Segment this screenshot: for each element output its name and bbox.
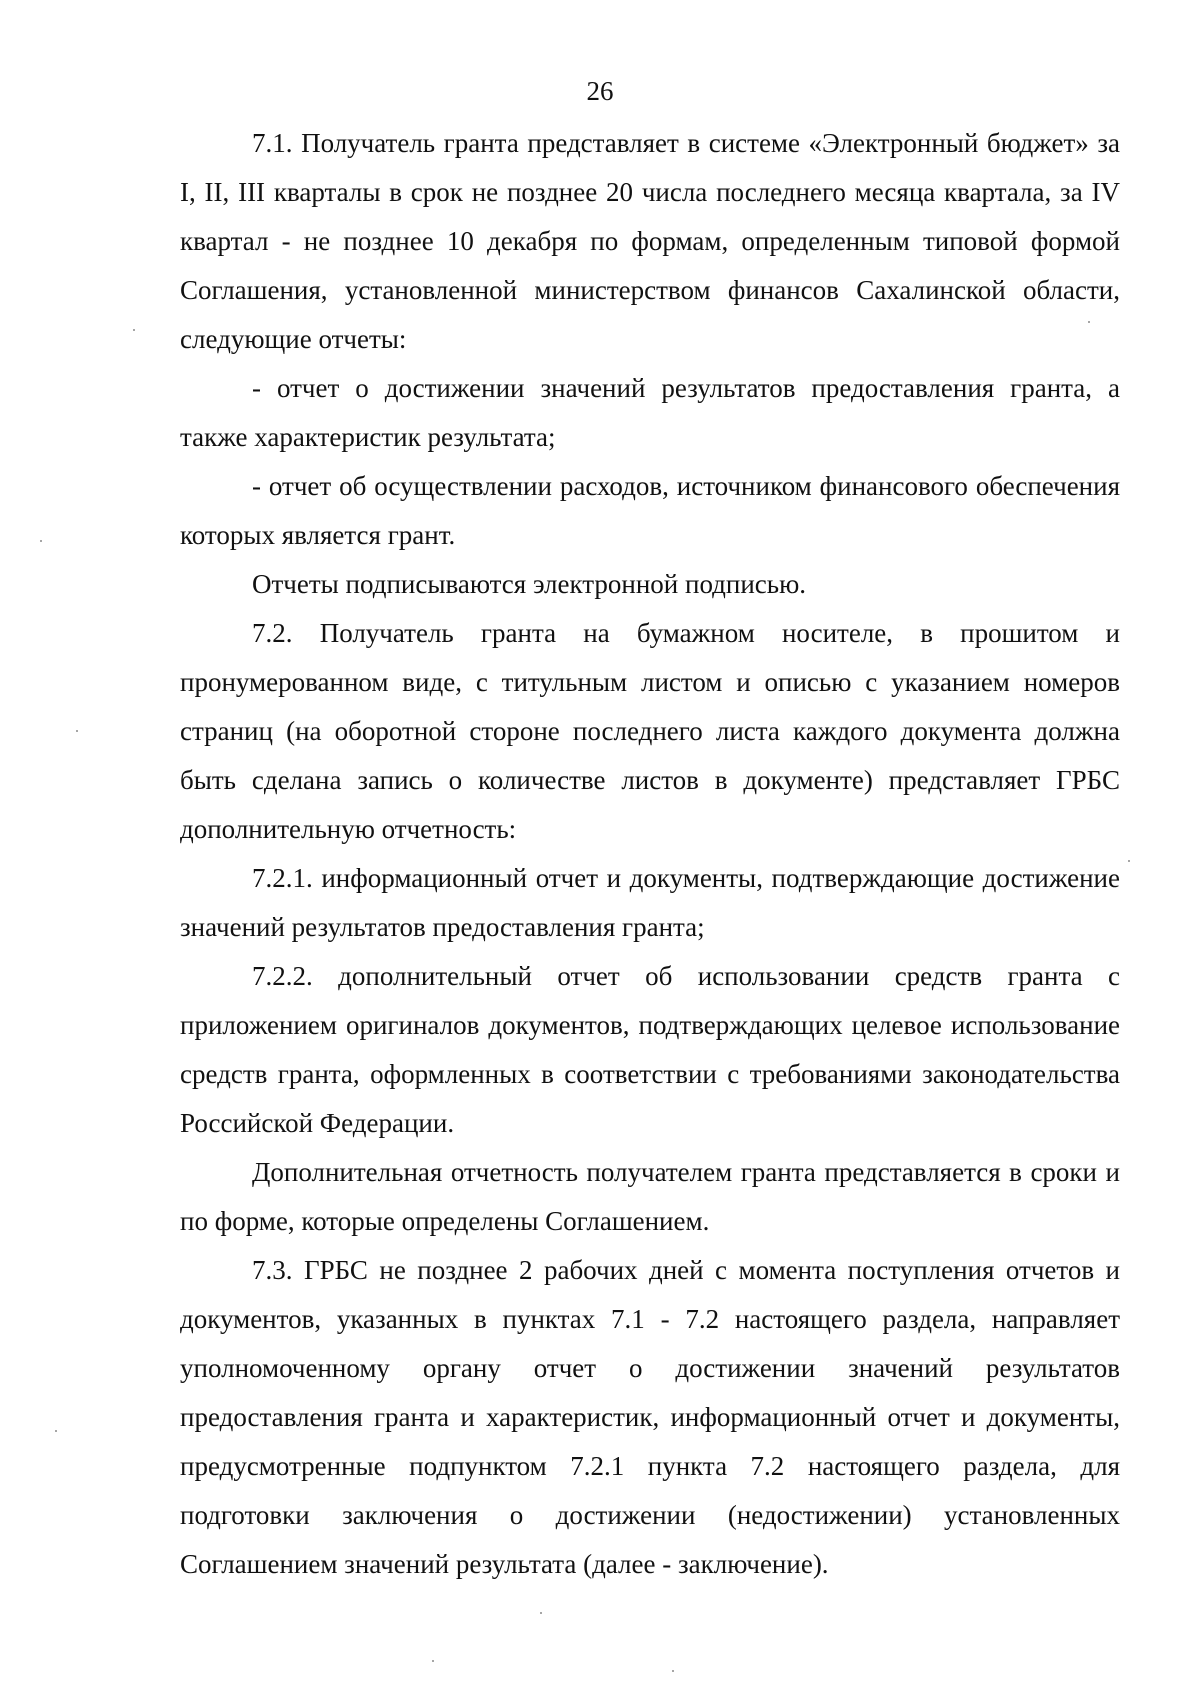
paragraph-7-2-1: 7.2.1. информационный отчет и документы, подтверждающие достижение значений результатов предоставления гранта; <box>180 863 1120 942</box>
scan-speck <box>40 540 42 542</box>
scan-speck <box>76 730 78 732</box>
paragraph-report-results: - отчет о достижении значений результатов предоставления гранта, а также характеристик результата; <box>180 373 1120 452</box>
scan-speck <box>1128 860 1130 862</box>
paragraph-additional-reporting: Дополнительная отчетность получателем гранта представляется в сроки и по форме, которые определены Соглашением. <box>180 1157 1120 1236</box>
scan-speck <box>672 1670 674 1672</box>
paragraph-report-expenses: - отчет об осуществлении расходов, источником финансового обеспечения которых является грант. <box>180 471 1120 550</box>
paragraph-7-3: 7.3. ГРБС не позднее 2 рабочих дней с момента поступления отчетов и документов, указанных в пунктах 7.1 - 7.2 настоящего раздела, направляет уполномоченному органу отчет о достижении значений результатов предоставления гранта и характеристик, информационный отчет и документы, предусмотренные подпунктом 7.2.1 пункта 7.2 настоящего раздела, для подготовки заключения о достижении (недостижении) установленных Соглашением значений результата (далее - заключение). <box>180 1255 1120 1579</box>
scan-speck <box>1088 321 1090 323</box>
paragraph-signature-note: Отчеты подписываются электронной подписью. <box>252 569 807 599</box>
paragraph-7-2-2: 7.2.2. дополнительный отчет об использовании средств гранта с приложением оригиналов документов, подтверждающих целевое использование средств гранта, оформленных в соответствии с требованиями законодательства Российской Федерации. <box>180 961 1120 1138</box>
page-number: 26 <box>586 76 614 106</box>
scan-speck <box>55 1430 57 1432</box>
paragraph-7-2: 7.2. Получатель гранта на бумажном носителе, в прошитом и пронумерованном виде, с титульным листом и описью с указанием номеров страниц (на оборотной стороне последнего листа каждого документа должна быть сделана запись о количестве листов в документе) представляет ГРБС дополнительную отчетность: <box>180 618 1120 844</box>
document-body <box>180 119 1120 1589</box>
scan-speck <box>432 1660 434 1662</box>
paragraph-7-1: 7.1. Получатель гранта представляет в системе «Электронный бюджет» за I, II, III кварталы в срок не позднее 20 числа последнего месяца квартала, за IV квартал - не позднее 10 декабря по формам, определенным типовой формой Соглашения, установленной министерством финансов Сахалинской области, следующие отчеты: <box>180 128 1120 354</box>
scan-speck <box>133 329 135 331</box>
scan-speck <box>540 1612 542 1614</box>
